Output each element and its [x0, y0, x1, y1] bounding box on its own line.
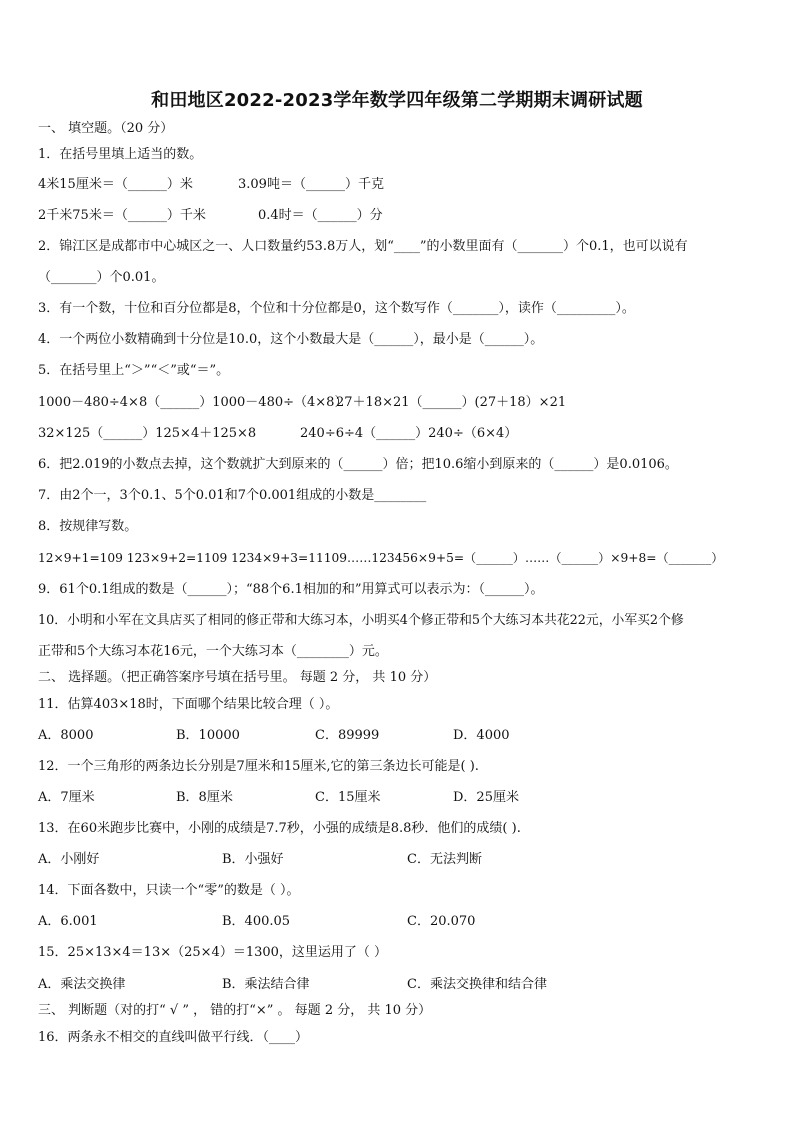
question-1: 1．在括号里填上适当的数。 [38, 147, 203, 162]
question-4: 4．一个两位小数精确到十分位是10.0，这个小数最大是（______），最小是（______）。 [38, 332, 544, 347]
question-5: 5．在括号里上“＞”“＜”或“＝”。 [38, 363, 230, 378]
q11-option-d: D．4000 [453, 728, 510, 743]
q15-option-a: A．乘法交换律 [38, 977, 126, 992]
q14-option-b: B．400.05 [222, 914, 291, 929]
question-1-line-2a: 2千米75米＝（______）千米 [38, 208, 206, 223]
question-12: 12．一个三角形的两条边长分别是7厘米和15厘米,它的第三条边长可能是( ). [38, 759, 479, 774]
section-heading-true-false: 三、 判断题（对的打“ √ ” ， 错的打“×” 。 每题 2 分， 共 10 分） [38, 1003, 432, 1018]
question-5-line-2b: 240÷6÷4（______）240÷（6×4） [300, 426, 518, 441]
question-10-line-1: 10．小明和小军在文具店买了相同的修正带和大练习本，小明买4个修正带和5个大练习本共花22元，小军买2个修 [38, 613, 684, 628]
question-2-line-2: （_______）个0.01。 [38, 270, 165, 285]
question-1-line-2b: 0.4时＝（______）分 [258, 208, 383, 223]
question-16: 16．两条永不相交的直线叫做平行线．（____） [38, 1030, 309, 1045]
q12-option-a: A．7厘米 [38, 790, 95, 805]
question-1-line-1b: 3.09吨＝（______）千克 [238, 177, 384, 192]
question-9: 9．61个0.1组成的数是（______）；“88个6.1相加的和”用算式可以表示为：（______）。 [38, 582, 544, 597]
question-5-line-1a: 1000－480÷4×8（______）1000－480÷（4×8） [38, 395, 348, 410]
question-5-line-1b: 27＋18×21（______）(27＋18）×21 [336, 395, 567, 410]
q14-option-c: C．20.070 [407, 914, 476, 929]
section-heading-fill-in: 一、 填空题。（20 分） [38, 121, 174, 136]
question-5-line-2a: 32×125（______）125×4＋125×8 [38, 426, 257, 441]
q12-option-b: B．8厘米 [176, 790, 233, 805]
question-1-line-1a: 4米15厘米＝（______）米 [38, 177, 193, 192]
question-15: 15．25×13×4＝13×（25×4）＝1300，这里运用了（ ） [38, 945, 388, 960]
question-8-sequence: 12×9+1=109 123×9+2=1109 1234×9+3=11109……123456×9+5=（______）……（______）×9+8=（_______） [38, 551, 724, 565]
q15-option-c: C．乘法交换律和结合律 [407, 977, 547, 992]
question-2-line-1: 2．锦江区是成都市中心城区之一、人口数量约53.8万人，划“____”的小数里面有（_______）个0.1，也可以说有 [38, 239, 688, 254]
question-14: 14．下面各数中，只读一个“零”的数是（ ）。 [38, 883, 300, 898]
q11-option-b: B．10000 [176, 728, 240, 743]
question-11: 11．估算403×18时，下面哪个结果比较合理（ ）。 [38, 697, 339, 712]
question-3: 3．有一个数，十位和百分位都是8，个位和十分位都是0，这个数写作（_______），读作（_________）。 [38, 301, 635, 316]
q13-option-b: B．小强好 [222, 852, 284, 867]
q13-option-c: C．无法判断 [407, 852, 482, 867]
section-heading-choice: 二、 选择题。（把正确答案序号填在括号里。 每题 2 分， 共 10 分） [38, 670, 437, 685]
q14-option-a: A．6.001 [38, 914, 98, 929]
page-title: 和田地区2022-2023学年数学四年级第二学期期末调研试题 [151, 90, 643, 111]
question-8: 8．按规律写数。 [38, 519, 138, 534]
question-6: 6．把2.019的小数点去掉，这个数就扩大到原来的（______）倍；把10.6缩小到原来的（______）是0.0106。 [38, 457, 678, 472]
q11-option-a: A．8000 [38, 728, 94, 743]
q15-option-b: B．乘法结合律 [222, 977, 310, 992]
q13-option-a: A．小刚好 [38, 852, 100, 867]
question-10-line-2: 正带和5个大练习本花16元，一个大练习本（________）元。 [38, 644, 388, 659]
question-7: 7．由2个一，3个0.1、5个0.01和7个0.001组成的小数是________ [38, 488, 427, 503]
q12-option-d: D．25厘米 [453, 790, 519, 805]
q11-option-c: C．89999 [315, 728, 380, 743]
q12-option-c: C．15厘米 [315, 790, 381, 805]
question-13: 13．在60米跑步比赛中，小刚的成绩是7.7秒，小强的成绩是8.8秒．他们的成绩( ). [38, 821, 521, 836]
